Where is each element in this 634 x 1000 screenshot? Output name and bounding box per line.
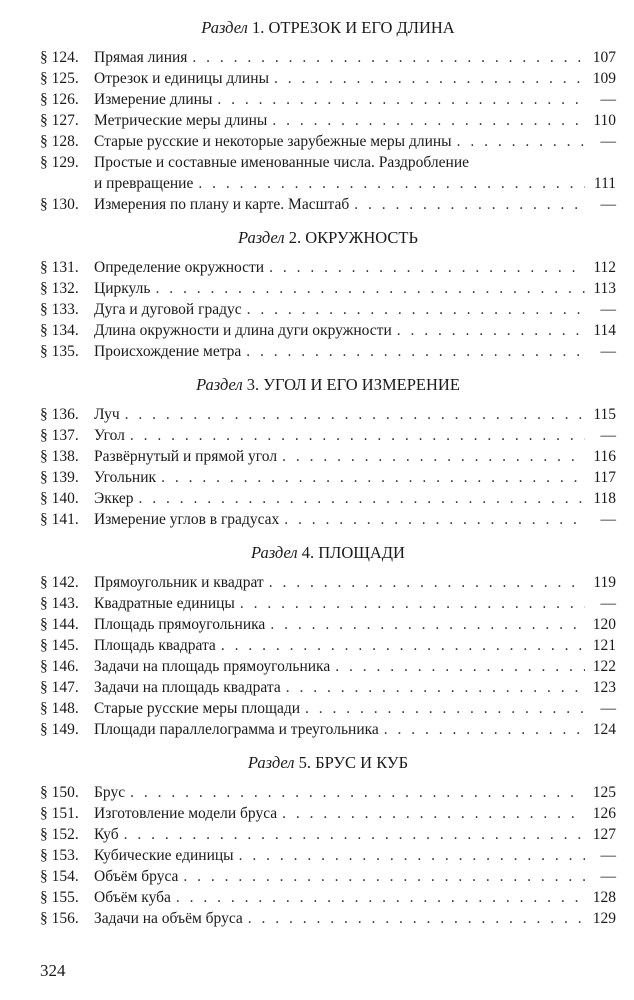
dot-leader — [130, 425, 585, 446]
dot-leader — [354, 194, 585, 215]
entry-number: § 145. — [40, 637, 79, 654]
entry-title: Старые русские меры площади — [94, 700, 301, 717]
entry-page: 124 — [592, 721, 616, 738]
entry-number: § 152. — [40, 826, 79, 843]
entry-title: Кубические единицы — [94, 847, 234, 864]
entry-page: 122 — [592, 658, 616, 675]
entry-number: § 127. — [40, 112, 79, 129]
section-title: ОКРУЖНОСТЬ — [305, 228, 418, 247]
toc-entry — [40, 824, 616, 845]
entry-page: 129 — [592, 910, 616, 927]
section-number: 4. — [301, 543, 315, 562]
dot-leader — [305, 698, 585, 719]
entry-page: 120 — [592, 616, 616, 633]
entry-page: 127 — [592, 826, 616, 843]
section-label: Раздел — [251, 543, 298, 562]
toc-entry — [40, 614, 616, 635]
dot-leader — [183, 866, 585, 887]
dot-leader — [397, 320, 585, 341]
toc-entry — [40, 47, 616, 68]
entry-page: — — [600, 133, 616, 150]
dot-leader — [286, 677, 585, 698]
section-heading — [40, 542, 616, 564]
entry-number: § 125. — [40, 70, 79, 87]
entry-title: Задачи на объём бруса — [94, 910, 243, 927]
section-label: Раздел — [201, 18, 248, 37]
entry-page: 121 — [592, 637, 616, 654]
table-of-contents — [40, 17, 616, 929]
dot-leader — [240, 593, 585, 614]
toc-entry — [40, 404, 616, 425]
entry-page: 113 — [593, 280, 616, 297]
section-number: 5. — [298, 753, 311, 772]
entry-title: Угольник — [94, 469, 157, 486]
dot-leader — [161, 467, 585, 488]
dot-leader — [284, 509, 585, 530]
dot-leader — [198, 173, 585, 194]
entry-title: Изготовление модели бруса — [94, 805, 278, 822]
toc-entry — [40, 467, 616, 488]
entry-title: Старые русские и некоторые зарубежные меры длины — [94, 133, 452, 150]
entry-number: § 154. — [40, 868, 79, 885]
entry-page: 116 — [593, 448, 616, 465]
toc-entry — [40, 89, 616, 110]
toc-entry — [40, 425, 616, 446]
toc-entry — [40, 341, 616, 362]
entry-title: Отрезок и единицы длины — [94, 70, 269, 87]
entry-number: § 124. — [40, 49, 79, 66]
toc-entry — [40, 698, 616, 719]
entry-number: § 132. — [40, 280, 79, 297]
section-title: ПЛОЩАДИ — [318, 543, 405, 562]
entry-page: 110 — [593, 112, 616, 129]
entry-number: § 151. — [40, 805, 79, 822]
entry-title: Метрические меры длины — [94, 112, 268, 129]
dot-leader — [335, 656, 585, 677]
dot-leader — [221, 635, 585, 656]
entry-title-line1: Простые и составные именованные числа. Раздробление — [94, 154, 470, 171]
section-title: ОТРЕЗОК И ЕГО ДЛИНА — [268, 18, 455, 37]
entry-number: § 140. — [40, 490, 79, 507]
toc-entry — [40, 488, 616, 509]
entry-number: § 134. — [40, 322, 79, 339]
toc-entry — [40, 194, 616, 215]
entry-number: § 133. — [40, 301, 79, 318]
section-number: 1. — [251, 18, 265, 37]
dot-leader — [217, 89, 585, 110]
entry-number: § 128. — [40, 133, 79, 150]
dot-leader — [384, 719, 585, 740]
toc-entry — [40, 719, 616, 740]
toc-entry — [40, 509, 616, 530]
entry-number: § 156. — [40, 910, 79, 927]
entry-page: 128 — [592, 889, 616, 906]
entry-title: Брус — [94, 784, 126, 801]
section-heading — [40, 752, 616, 774]
entry-title: Прямая линия — [94, 49, 188, 66]
entry-title: Прямоугольник и квадрат — [94, 574, 264, 591]
section-heading — [40, 227, 616, 249]
dot-leader — [176, 887, 585, 908]
entry-number: § 141. — [40, 511, 79, 528]
entry-number: § 136. — [40, 406, 79, 423]
entry-page: 123 — [592, 679, 616, 696]
section-title: УГОЛ И ЕГО ИЗМЕРЕНИЕ — [263, 375, 460, 394]
dot-leader — [246, 341, 585, 362]
section-label: Раздел — [247, 753, 295, 772]
entry-number: § 135. — [40, 343, 79, 360]
entry-title: Куб — [94, 826, 119, 843]
entry-title: Длина окружности и длина дуги окружности — [94, 322, 392, 339]
dot-leader — [270, 614, 585, 635]
entry-title: Развёрнутый и прямой угол — [94, 448, 278, 465]
entry-title: Луч — [94, 406, 120, 423]
entry-number: § 153. — [40, 847, 79, 864]
dot-leader — [124, 824, 585, 845]
dot-leader — [139, 488, 585, 509]
toc-entry — [40, 257, 616, 278]
entry-title: Циркуль — [94, 280, 151, 297]
dot-leader — [269, 257, 585, 278]
entry-number: § 147. — [40, 679, 79, 696]
entry-number: § 139. — [40, 469, 79, 486]
entry-number: § 149. — [40, 721, 79, 738]
entry-title: Квадратные единицы — [94, 595, 235, 612]
entry-title: Угол — [94, 427, 125, 444]
entry-title: и превращение — [94, 175, 194, 192]
entry-title: Площадь квадрата — [94, 637, 216, 654]
dot-leader — [282, 803, 585, 824]
entry-page: 117 — [593, 469, 616, 486]
entry-page: — — [600, 427, 616, 444]
entry-title: Определение окружности — [94, 259, 265, 276]
toc-entry — [40, 635, 616, 656]
entry-number: § 129. — [40, 154, 79, 171]
toc-entry — [40, 68, 616, 89]
entry-page: — — [600, 196, 616, 213]
entry-page: 109 — [592, 70, 616, 87]
page-number: 324 — [40, 961, 66, 980]
entry-page: 112 — [593, 259, 616, 276]
toc-entry — [40, 887, 616, 908]
entry-page: — — [600, 868, 616, 885]
entry-title: Площадь прямоугольника — [94, 616, 266, 633]
dot-leader — [457, 131, 585, 152]
entry-number: § 150. — [40, 784, 79, 801]
entry-title: Задачи на площадь квадрата — [94, 679, 281, 696]
entry-number: § 142. — [40, 574, 79, 591]
entry-page: — — [600, 91, 616, 108]
dot-leader — [272, 110, 585, 131]
toc-entry — [40, 278, 616, 299]
entry-title: Измерения по плану и карте. Масштаб — [94, 196, 350, 213]
entry-number: § 131. — [40, 259, 79, 276]
toc-entry — [40, 656, 616, 677]
entry-number: § 126. — [40, 91, 79, 108]
entry-page: — — [600, 700, 616, 717]
entry-page: 115 — [593, 406, 616, 423]
entry-page: 118 — [593, 490, 616, 507]
dot-leader — [269, 572, 585, 593]
entry-title: Эккер — [94, 490, 134, 507]
dot-leader — [282, 446, 585, 467]
section-label: Раздел — [196, 375, 243, 394]
dot-leader — [192, 47, 585, 68]
entry-number: § 144. — [40, 616, 79, 633]
toc-entry — [40, 572, 616, 593]
section-heading — [40, 17, 616, 39]
entry-page: — — [600, 301, 616, 318]
toc-entry — [40, 110, 616, 131]
entry-title: Дуга и дуговой градус — [94, 301, 242, 318]
entry-page: — — [600, 511, 616, 528]
toc-entry — [40, 845, 616, 866]
dot-leader — [274, 68, 585, 89]
entry-number: § 146. — [40, 658, 79, 675]
dot-leader — [155, 278, 585, 299]
toc-entry — [40, 803, 616, 824]
entry-page: 114 — [593, 322, 616, 339]
entry-page: 107 — [592, 49, 616, 66]
toc-entry — [40, 866, 616, 887]
entry-number: § 155. — [40, 889, 79, 906]
toc-entry — [40, 152, 616, 194]
dot-leader — [248, 908, 585, 929]
entry-page: 111 — [593, 175, 616, 192]
dot-leader — [239, 845, 585, 866]
toc-entry — [40, 908, 616, 929]
entry-title: Площади параллелограмма и треугольника — [94, 721, 379, 738]
dot-leader — [247, 299, 585, 320]
toc-entry — [40, 677, 616, 698]
toc-entry — [40, 299, 616, 320]
entry-number: § 148. — [40, 700, 79, 717]
entry-number: § 137. — [40, 427, 79, 444]
section-heading — [40, 374, 616, 396]
entry-title: Задачи на площадь прямоугольника — [94, 658, 331, 675]
entry-title: Измерение углов в градусах — [94, 511, 280, 528]
entry-page: — — [600, 595, 616, 612]
entry-number: § 130. — [40, 196, 79, 213]
entry-page: 126 — [592, 805, 616, 822]
section-title: БРУС И КУБ — [315, 753, 409, 772]
entry-number: § 143. — [40, 595, 79, 612]
entry-page: 119 — [593, 574, 616, 591]
toc-entry — [40, 446, 616, 467]
entry-page: — — [600, 343, 616, 360]
dot-leader — [125, 404, 585, 425]
entry-title: Объём бруса — [94, 868, 179, 885]
entry-page: 125 — [592, 784, 616, 801]
dot-leader — [130, 782, 585, 803]
entry-page: — — [600, 847, 616, 864]
section-label: Раздел — [238, 228, 285, 247]
entry-title: Измерение длины — [94, 91, 213, 108]
toc-entry — [40, 782, 616, 803]
toc-entry — [40, 131, 616, 152]
entry-title: Объём куба — [94, 889, 171, 906]
entry-number: § 138. — [40, 448, 79, 465]
toc-entry — [40, 593, 616, 614]
section-number: 2. — [288, 228, 302, 247]
toc-entry — [40, 320, 616, 341]
section-number: 3. — [246, 375, 260, 394]
entry-title: Происхождение метра — [94, 343, 242, 360]
